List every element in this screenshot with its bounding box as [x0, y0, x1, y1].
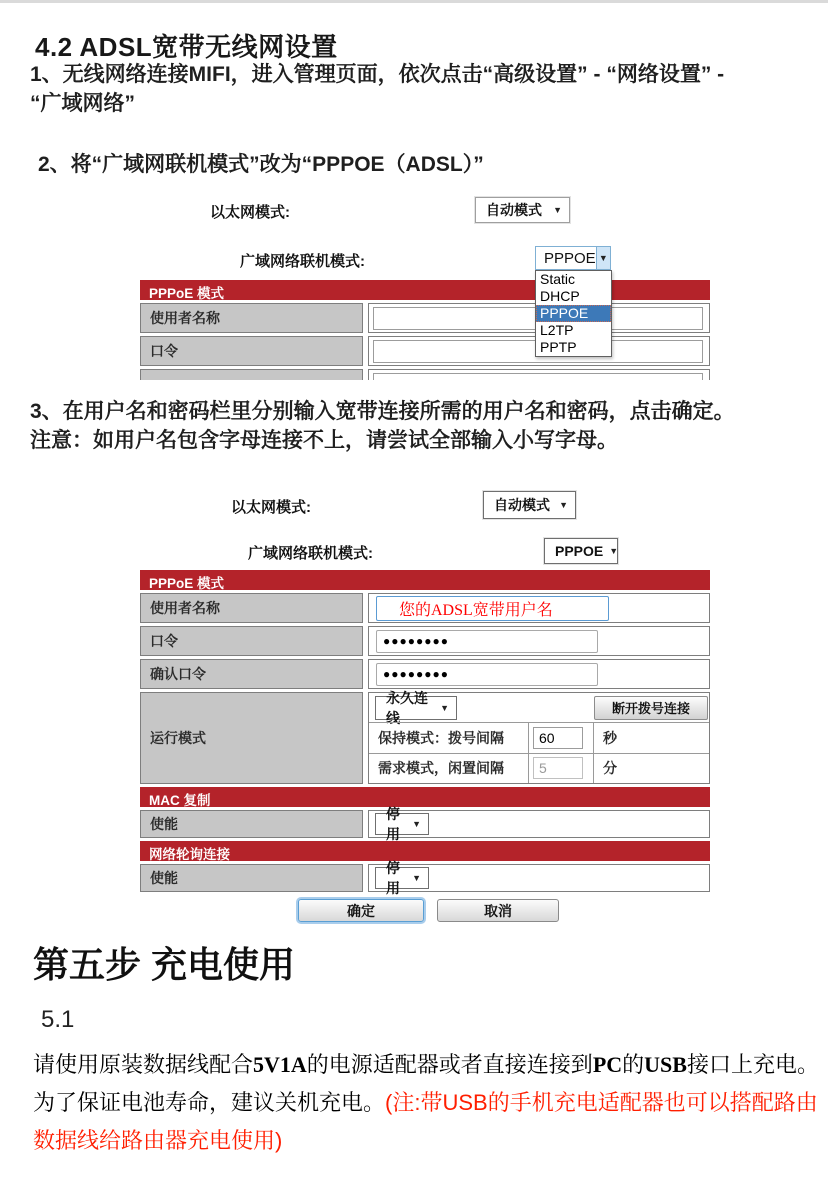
keepalive-mode-label: 保持模式：拨号间隔 [369, 723, 529, 752]
dropdown-arrow-icon: ▼ [609, 546, 619, 556]
confirm-password-cell [368, 659, 710, 689]
step3-line2: 注意：如用户名包含字母连接不上，请尝试全部输入小写字母。 [30, 429, 618, 452]
dropdown-option-pptp[interactable]: PPTP [540, 339, 577, 355]
ethernet-mode-value: 自动模式 [494, 497, 550, 513]
username-label: 使用者名称 [140, 303, 363, 333]
ondemand-interval-input[interactable] [533, 757, 583, 779]
dropdown-option-pppoe[interactable]: PPPOE [536, 305, 611, 322]
keepalive-interval-input[interactable] [533, 727, 583, 749]
mac-enable-select[interactable] [375, 806, 429, 842]
password-input[interactable] [376, 630, 598, 653]
wan-mode-value: PPPOE [555, 543, 604, 559]
wan-mode-dropdown-list [535, 270, 612, 357]
connection-mode-select[interactable] [375, 689, 457, 726]
username-input[interactable] [376, 596, 609, 621]
wan-mode-select[interactable] [544, 538, 618, 564]
ethernet-mode-label: 以太网模式: [210, 204, 290, 221]
ok-button[interactable]: 确定 [298, 899, 424, 922]
charging-line2: 为了保证电池寿命，建议关机充电。(注:带USB的手机充电适配器也可以搭配路由 [33, 1090, 818, 1115]
ondemand-mode-label: 需求模式，闲置间隔 [369, 754, 529, 783]
dropdown-arrow-icon: ▼ [412, 819, 421, 829]
charging-line1: 请使用原装数据线配合5V1A的电源适配器或者直接连接到PC的USB接口上充电。 [33, 1052, 819, 1077]
password-label: 口令 [140, 336, 363, 366]
dropdown-option-l2tp[interactable]: L2TP [540, 322, 574, 338]
ondemand-interval-row [369, 753, 709, 783]
poll-enable-label: 使能 [140, 864, 363, 892]
ondemand-unit-label: 分 [603, 760, 617, 777]
charging-paragraph [33, 1046, 823, 1160]
operation-mode-label: 运行模式 [140, 692, 363, 784]
charging-line3: 数据线给路由器充电使用) [33, 1128, 283, 1153]
poll-enable-cell [368, 860, 710, 896]
poll-enable-select[interactable] [375, 860, 429, 896]
pppoe-table-2 [140, 570, 710, 895]
step1-line1: 1、无线网络连接MIFI，进入管理页面，依次点击“高级设置” - “网络设置” - [30, 63, 725, 86]
step3-line1: 3、在用户名和密码栏里分别输入宽带连接所需的用户名和密码，点击确定。 [30, 400, 735, 423]
disconnect-dial-button[interactable]: 断开拨号连接 [594, 696, 708, 720]
table-row-confirm-password [140, 659, 710, 689]
keepalive-select-row [369, 689, 709, 726]
table-row-password [140, 626, 710, 656]
confirm-password-input[interactable] [376, 663, 598, 686]
network-poll-section-header: 网络轮询连接 [140, 841, 710, 861]
step1-line2: “广域网络” [30, 92, 135, 115]
table-row-mac-enable [140, 806, 710, 842]
table-row-operation-mode [140, 689, 710, 784]
cancel-button[interactable]: 取消 [437, 899, 559, 922]
keepalive-unit-label: 秒 [603, 729, 617, 746]
table-row-username [140, 593, 710, 623]
dropdown-arrow-icon: ▼ [553, 205, 562, 215]
mac-enable-value: 停用 [386, 806, 400, 842]
dropdown-arrow-icon: ▼ [440, 702, 449, 713]
step5-subsection: 5.1 [41, 1006, 75, 1033]
table-row-poll-enable [140, 860, 710, 896]
operation-mode-cell [368, 689, 710, 784]
confirm-password-label: 确认口令 [140, 659, 363, 689]
password-cell [368, 626, 710, 656]
section-title: 4.2 ADSL宽带无线网设置 [35, 32, 338, 62]
password-label: 口令 [140, 626, 363, 656]
mac-enable-label: 使能 [140, 810, 363, 838]
dropdown-arrow-icon[interactable]: ▼ [596, 247, 610, 269]
mac-clone-section-header: MAC 复制 [140, 787, 710, 807]
dropdown-option-static[interactable]: Static [540, 271, 576, 287]
ethernet-mode-value: 自动模式 [486, 202, 542, 218]
wan-mode-label: 广域网络联机模式: [240, 253, 365, 270]
dropdown-option-dhcp[interactable]: DHCP [540, 288, 580, 304]
connection-mode-value: 永久连线 [386, 689, 428, 726]
dropdown-arrow-icon: ▼ [412, 873, 421, 883]
wan-mode-value: PPPOE [544, 249, 596, 267]
ethernet-mode-select[interactable] [483, 491, 576, 519]
step5-title: 第五步 充电使用 [33, 944, 296, 985]
pppoe-section-header: PPPoE 模式 [140, 280, 710, 300]
dropdown-arrow-icon: ▼ [559, 500, 568, 510]
username-cell [368, 593, 710, 623]
ethernet-mode-label: 以太网模式: [231, 499, 311, 516]
poll-enable-value: 停用 [386, 860, 400, 896]
wan-mode-label: 广域网络联机模式: [248, 545, 373, 562]
username-label: 使用者名称 [140, 593, 363, 623]
keepalive-interval-row [369, 722, 709, 752]
step2-text: 2、将“广域网联机模式”改为“PPPOE（ADSL）” [38, 153, 484, 176]
pppoe-section-header: PPPoE 模式 [140, 570, 710, 590]
mac-enable-cell [368, 806, 710, 842]
